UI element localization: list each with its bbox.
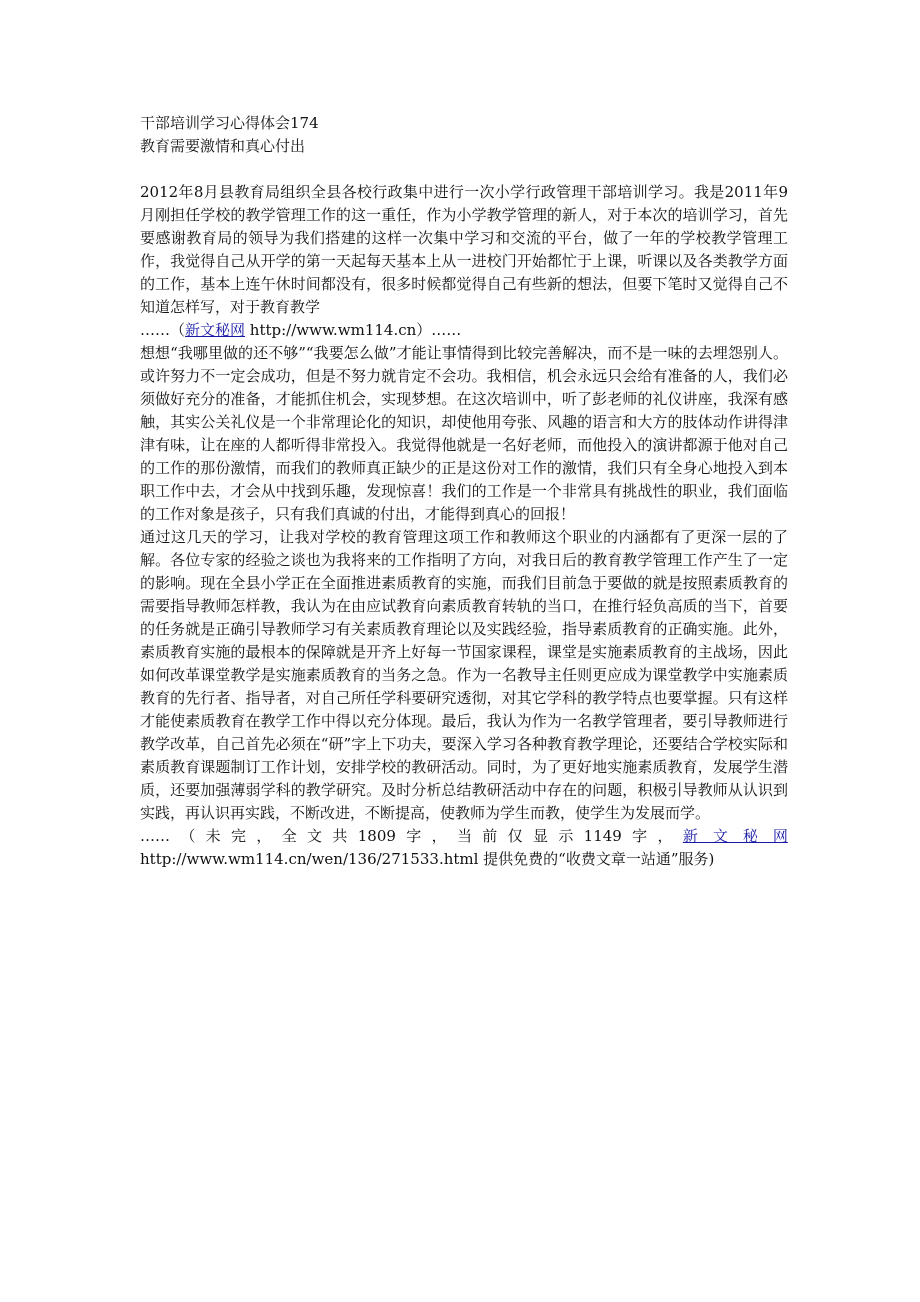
tail-part: ……	[140, 827, 170, 845]
tail-part: ，	[431, 827, 447, 845]
document-body	[140, 112, 788, 871]
tail-part: ，	[657, 827, 673, 845]
tail-part: 全	[281, 827, 297, 845]
paragraph-learning: 通过这几天的学习，让我对学校的教育管理这项工作和教师这个职业的内涵都有了更深一层的了解。各位专家的经验之谈也为我将来的工作指明了方向，对我日后的教育教学管理工作产生了一定的影响。现在全县小学正在全面推进素质教育的实施，而我们目前急于要做的就是按照素质教育的需要指导教师怎样教，我认为在由应试教育向素质教育转轨的当口，在推行轻负高质的当下，首要的任务就是正确引导教师学习有关素质教育理论以及实践经验，指导素质教育的正确实施。此外，素质教育实施的最根本的保障就是开齐上好每一节国家课程，课堂是实施素质教育的主战场，因此如何改革课堂教学是实施素质教育的当务之急。作为一名教导主任则更应成为课堂教学中实施素质教育的先行者、指导者，对自己所任学科要研究透彻，对其它学科的教学特点也要掌握。只有这样才能使素质教育在教学工作中得以充分体现。最后，我认为作为一名教学管理者，要引导教师进行教学改革，自己首先必须在“研”字上下功夫，要深入学习各种教育教学理论，还要结合学校实际和素质教育课题制订工作计划，安排学校的教研活动。同时，为了更好地实施素质教育，发展学生潜质，还要加强薄弱学科的教学研究。及时分析总结教研活动中存在的问题，积极引导教师从认识到实践，再认识再实践，不断改进，不断提高，使教师为学生而教，使学生为发展而学。	[140, 528, 788, 822]
tail-part: （	[180, 827, 196, 845]
total-char-count: 1809	[357, 827, 396, 845]
tail-part: 当	[456, 827, 472, 845]
blank-line	[140, 158, 788, 181]
document-subtitle: 教育需要激情和真心付出	[140, 137, 306, 155]
tail-part: 仅	[507, 827, 523, 845]
tail-part: 字	[406, 827, 422, 845]
source-prefix: ……（	[140, 321, 186, 339]
tail-part: 完	[231, 827, 247, 845]
paragraph-reflection: 想想“我哪里做的还不够”“我要怎么做”才能让事情得到比较完善解决，而不是一味的去埋怨别人。或许努力不一定会成功，但是不努力就肯定不会功。我相信，机会永远只会给有准备的人，我们必须做好充分的准备，才能抓住机会，实现梦想。在这次培训中，听了彭老师的礼仪讲座，我深有感触，其实公关礼仪是一个非常理论化的知识，却使他用夸张、风趣的语言和大方的肢体动作讲得津津有味，让在座的人都听得非常投入。我觉得他就是一名好老师，而他投入的演讲都源于他对自己的工作的那份激情，而我们的教师真正缺少的正是这份对工作的激情，我们只有全身心地投入到本职工作中去，才会从中找到乐趣，发现惊喜！我们的工作是一个非常具有挑战性的职业，我们面临的工作对象是孩子，只有我们真诚的付出，才能得到真心的回报！	[140, 344, 788, 523]
tail-url-line: http://www.wm114.cn/wen/136/271533.html 提供免费的“收费文章一站通”服务)	[140, 850, 715, 868]
source-link[interactable]: 新文秘网	[185, 321, 246, 339]
shown-char-count: 1149	[583, 827, 622, 845]
tail-source-link[interactable]: 新 文 秘 网	[682, 827, 788, 845]
tail-part: 未	[205, 827, 221, 845]
tail-part: 字	[632, 827, 648, 845]
tail-part: 前	[482, 827, 498, 845]
document-title: 干部培训学习心得体会174	[140, 114, 319, 132]
source-suffix: http://www.wm114.cn）……	[245, 321, 462, 339]
tail-part: 文	[307, 827, 323, 845]
tail-part: 共	[332, 827, 348, 845]
truncation-notice	[140, 825, 788, 848]
tail-part: ，	[256, 827, 272, 845]
source-line	[140, 319, 788, 342]
tail-part: 示	[558, 827, 574, 845]
tail-part: 显	[532, 827, 548, 845]
paragraph-intro: 2012年8月县教育局组织全县各校行政集中进行一次小学行政管理干部培训学习。我是2011年9月刚担任学校的教学管理工作的这一重任，作为小学教学管理的新人，对于本次的培训学习，首先要感谢教育局的领导为我们搭建的这样一次集中学习和交流的平台，做了一年的学校教学管理工作，我觉得自己从开学的第一天起每天基本上从一进校门开始都忙于上课，听课以及各类教学方面的工作，基本上连午休时间都没有，很多时候都觉得自己有些新的想法，但要下笔时又觉得自己不知道怎样写，对于教育教学	[140, 183, 788, 316]
